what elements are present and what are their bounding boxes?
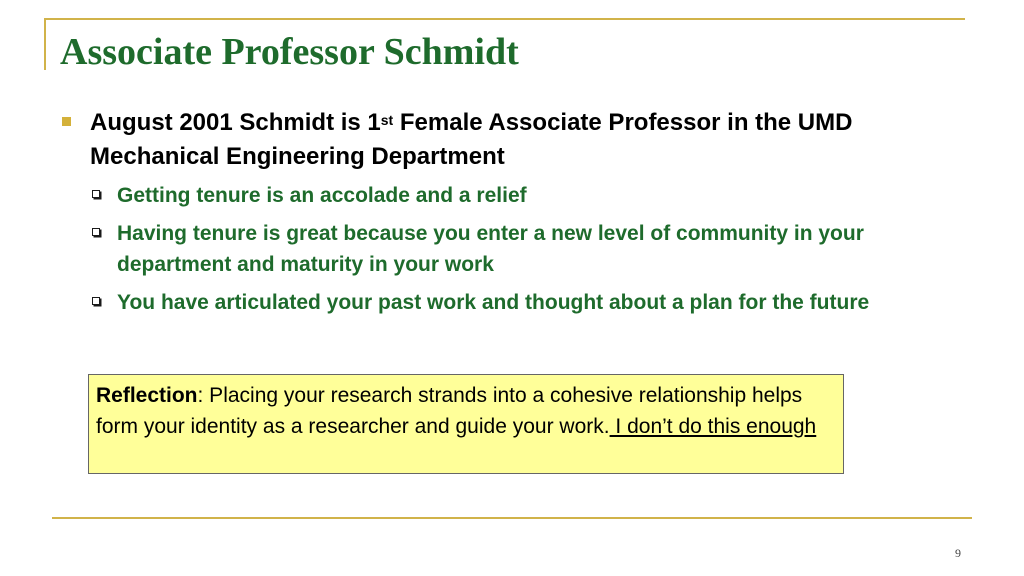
main-bullet — [62, 106, 972, 174]
slide-title: Associate Professor Schmidt — [60, 31, 519, 73]
reflection-callout — [88, 374, 844, 474]
left-rule — [44, 18, 46, 70]
ordinal-suffix: st — [380, 112, 394, 128]
hollow-square-bullet-icon — [92, 190, 100, 198]
reflection-body: : Placing your research strands into a cohesive relationship helps form your identity as a researcher and guide your work. — [96, 384, 803, 438]
reflection-emphasis: I don’t do this enough — [609, 415, 817, 438]
main-bullet-text-start: August 2001 Schmidt is 1 — [90, 109, 381, 136]
main-bullet-text — [90, 106, 972, 174]
sub-bullet — [92, 180, 972, 211]
sub-bullet — [92, 218, 972, 280]
sub-bullet-list — [92, 180, 972, 325]
hollow-square-bullet-icon — [92, 228, 100, 236]
top-rule — [44, 18, 965, 20]
main-bullet-text-end: Female Associate Professor in the UMD Mechanical Engineering Department — [90, 109, 853, 170]
square-bullet-icon — [62, 117, 71, 126]
sub-bullet-text: Having tenure is great because you enter a new level of community in your department and maturity in your work — [117, 222, 864, 276]
sub-bullet — [92, 287, 972, 318]
page-number: 9 — [955, 546, 961, 560]
sub-bullet-text: Getting tenure is an accolade and a relief — [117, 184, 527, 207]
bottom-rule — [52, 517, 972, 519]
reflection-label: Reflection — [96, 384, 198, 407]
hollow-square-bullet-icon — [92, 297, 100, 305]
sub-bullet-text: You have articulated your past work and thought about a plan for the future — [117, 291, 870, 314]
